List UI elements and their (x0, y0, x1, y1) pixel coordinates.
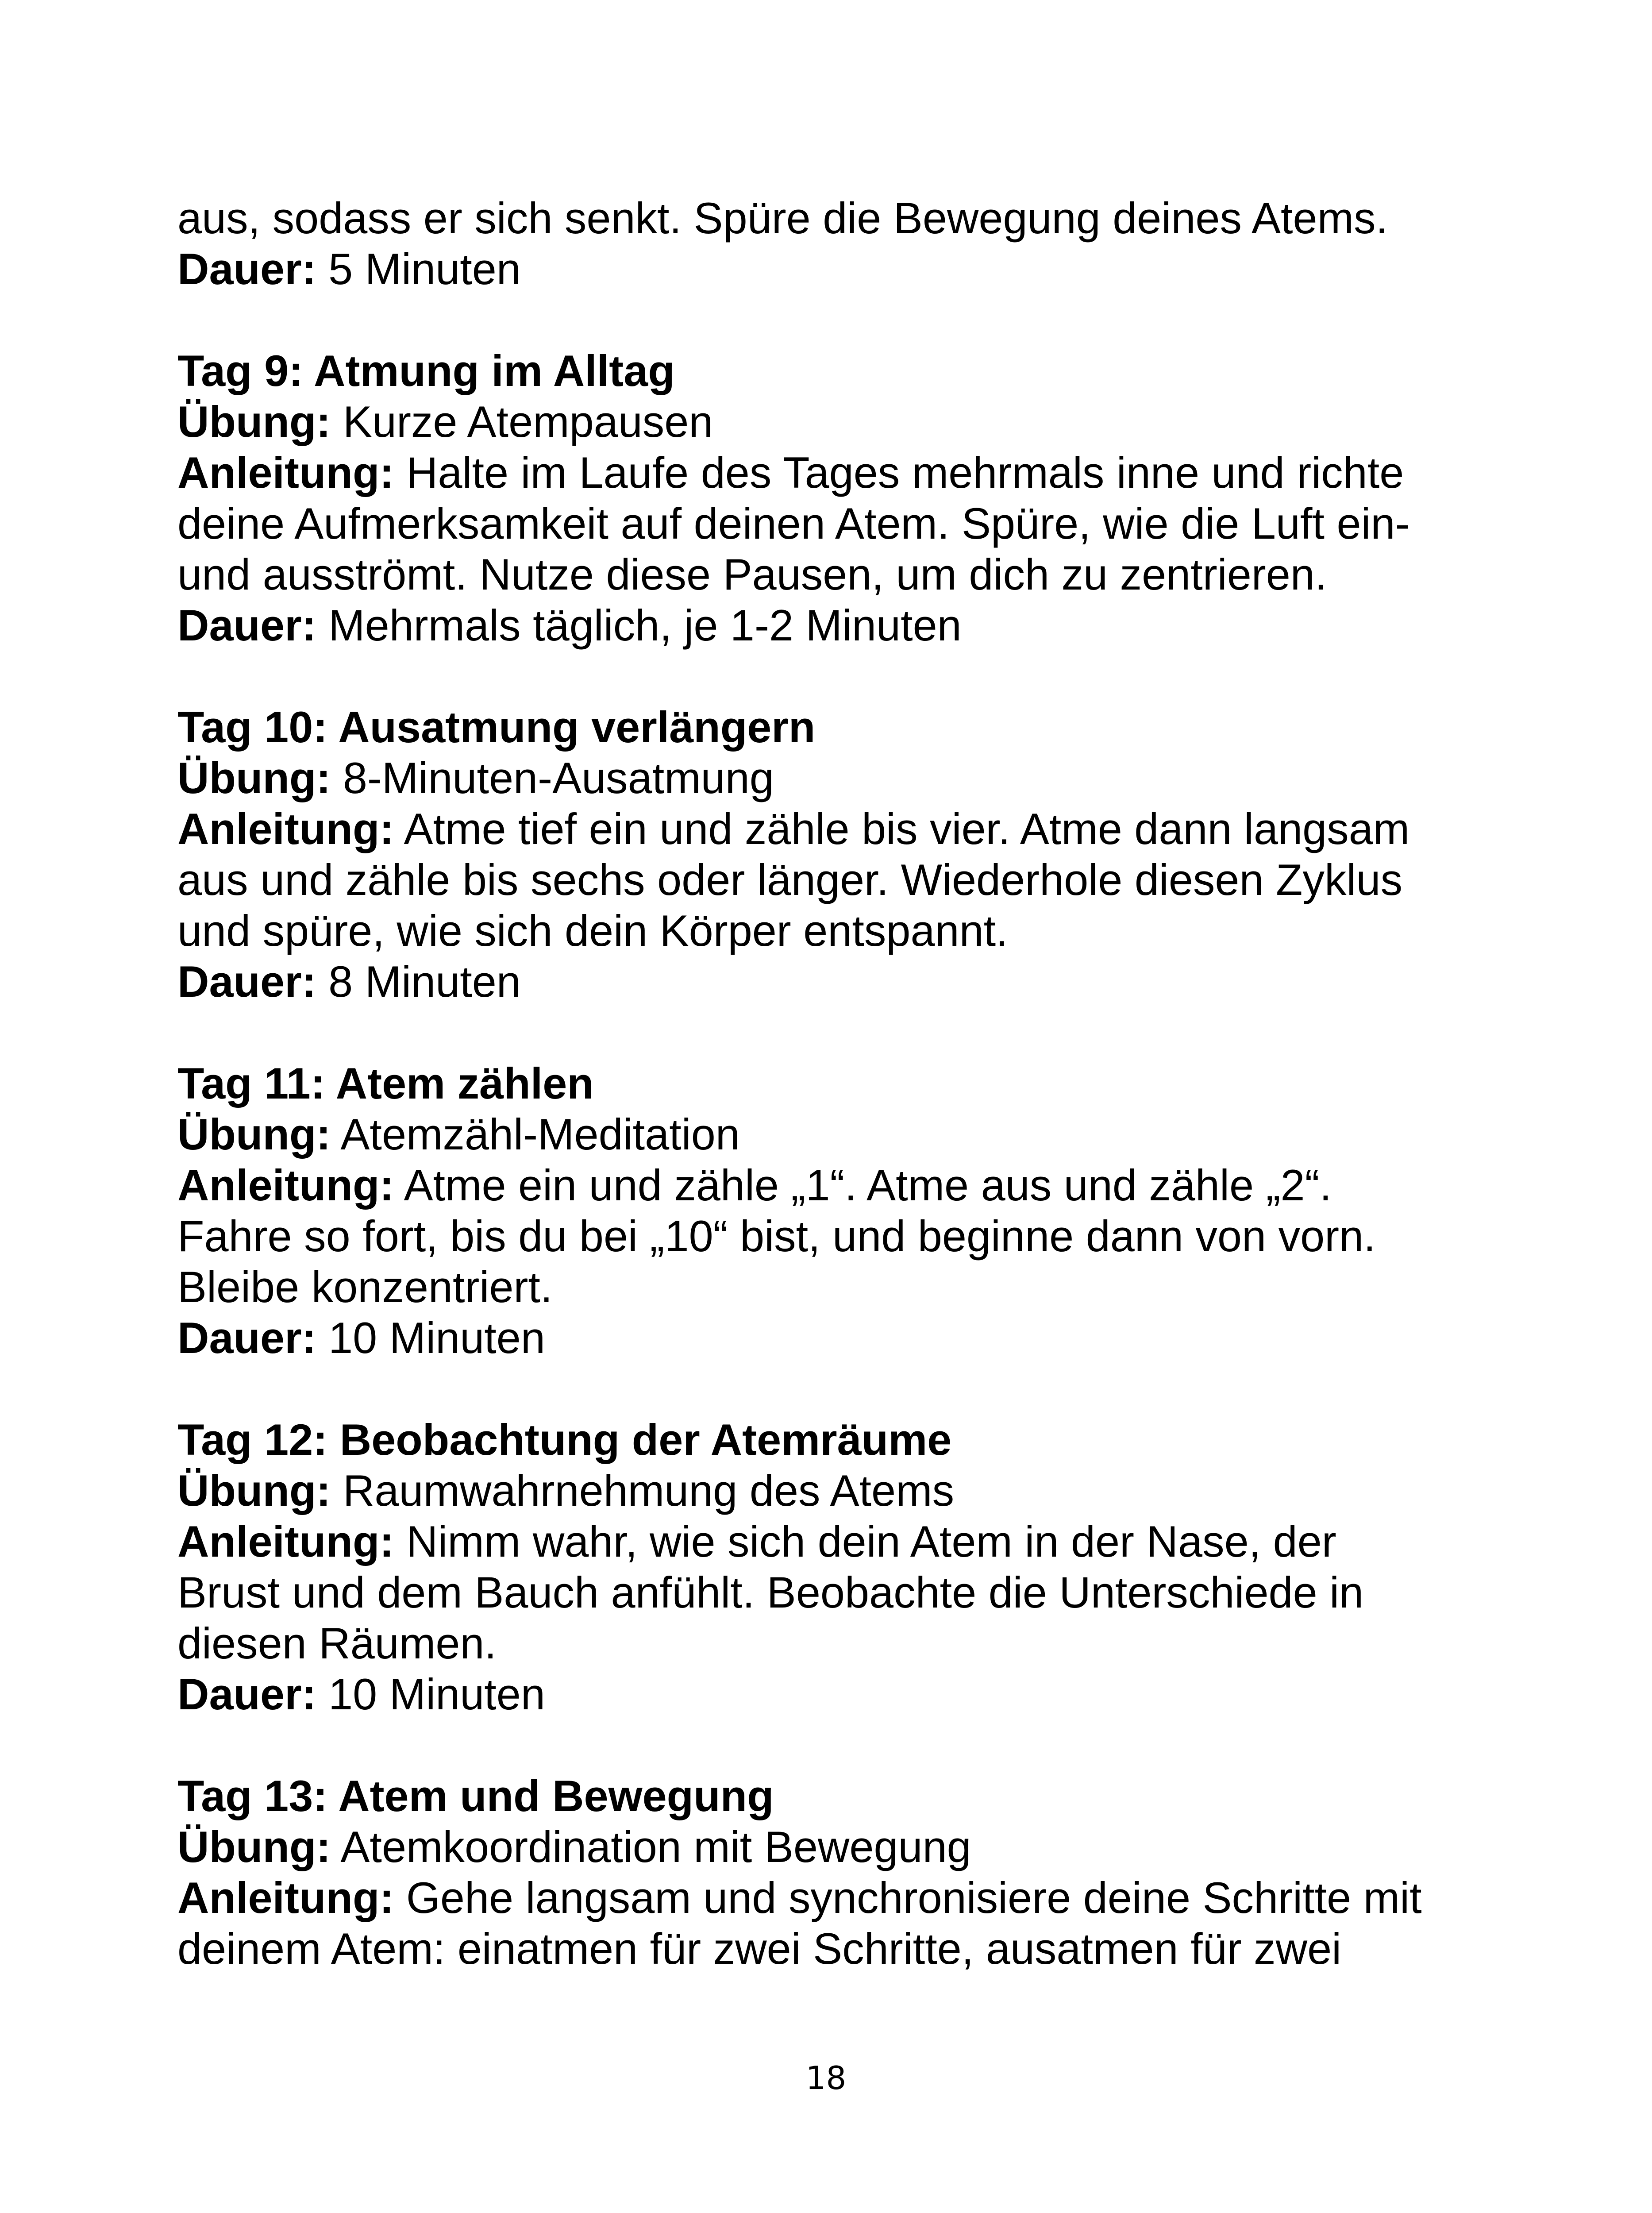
duration-value: 10 Minuten (316, 1313, 545, 1362)
exercise-value: Atemzähl-Meditation (331, 1110, 740, 1159)
duration-value: 5 Minuten (316, 244, 521, 293)
day-title: Tag 13: Atem und Bewegung (177, 1771, 774, 1820)
spacer (177, 294, 1483, 345)
duration-label: Dauer: (177, 601, 316, 650)
instruction-label: Anleitung: (177, 448, 394, 497)
exercise-line (177, 752, 1483, 803)
instruction-text: Atme tief ein und zähle bis vier. Atme dann langsam (394, 804, 1410, 853)
duration-line (177, 1312, 1483, 1363)
duration-label: Dauer: (177, 244, 316, 293)
instruction-line: deine Aufmerksamkeit auf deinen Atem. Spüre, wie die Luft ein- (177, 499, 1410, 548)
duration-label: Dauer: (177, 1669, 316, 1719)
instruction-line: Brust und dem Bauch anfühlt. Beobachte die Unterschiede in (177, 1568, 1364, 1617)
instruction-line: diesen Räumen. (177, 1619, 497, 1668)
instruction-line (177, 1160, 1483, 1211)
duration-value: 10 Minuten (316, 1669, 545, 1719)
exercise-label: Übung: (177, 397, 331, 446)
spacer (177, 1720, 1483, 1770)
duration-line (177, 956, 1483, 1007)
page-body (177, 193, 1483, 1974)
exercise-label: Übung: (177, 753, 331, 802)
duration-label: Dauer: (177, 1313, 316, 1362)
instruction-label: Anleitung: (177, 1517, 394, 1566)
spacer (177, 1363, 1483, 1414)
exercise-value: 8-Minuten-Ausatmung (331, 753, 774, 802)
day-title: Tag 12: Beobachtung der Atemräume (177, 1415, 952, 1464)
instruction-line (177, 447, 1483, 498)
duration-line (177, 600, 1483, 651)
exercise-value: Raumwahrnehmung des Atems (331, 1466, 955, 1515)
intro-duration (177, 243, 1483, 294)
exercise-line (177, 1109, 1483, 1160)
instruction-line: deinem Atem: einatmen für zwei Schritte, ausatmen für zwei (177, 1924, 1342, 1973)
exercise-value: Kurze Atempausen (331, 397, 713, 446)
instruction-label: Anleitung: (177, 1160, 394, 1210)
instruction-line (177, 1872, 1483, 1923)
instruction-label: Anleitung: (177, 804, 394, 853)
exercise-label: Übung: (177, 1110, 331, 1159)
duration-line (177, 1669, 1483, 1720)
spacer (177, 651, 1483, 702)
duration-value: 8 Minuten (316, 957, 521, 1006)
duration-value: Mehrmals täglich, je 1-2 Minuten (316, 601, 962, 650)
page-number: 18 (805, 2059, 847, 2097)
instruction-line (177, 803, 1483, 854)
instruction-line: und spüre, wie sich dein Körper entspannt. (177, 906, 1008, 955)
instruction-label: Anleitung: (177, 1873, 394, 1922)
intro-line: aus, sodass er sich senkt. Spüre die Bewegung deines Atems. (177, 193, 1388, 243)
instruction-line: und ausströmt. Nutze diese Pausen, um dich zu zentrieren. (177, 550, 1327, 599)
instruction-line: aus und zähle bis sechs oder länger. Wiederhole diesen Zyklus (177, 855, 1403, 904)
day-title: Tag 9: Atmung im Alltag (177, 346, 675, 395)
exercise-label: Übung: (177, 1822, 331, 1871)
day-title: Tag 11: Atem zählen (177, 1059, 594, 1108)
instruction-line: Bleibe konzentriert. (177, 1262, 553, 1311)
exercise-value: Atemkoordination mit Bewegung (331, 1822, 971, 1871)
day-title: Tag 10: Ausatmung verlängern (177, 702, 816, 752)
spacer (177, 1007, 1483, 1058)
exercise-line (177, 1465, 1483, 1516)
instruction-text: Atme ein und zähle „1“. Atme aus und zähle „2“. (394, 1160, 1332, 1210)
exercise-line (177, 1821, 1483, 1872)
exercise-line (177, 396, 1483, 447)
instruction-line: Fahre so fort, bis du bei „10“ bist, und beginne dann von vorn. (177, 1211, 1376, 1261)
exercise-label: Übung: (177, 1466, 331, 1515)
instruction-text: Gehe langsam und synchronisiere deine Schritte mit (394, 1873, 1422, 1922)
instruction-line (177, 1516, 1483, 1567)
instruction-text: Nimm wahr, wie sich dein Atem in der Nase, der (394, 1517, 1336, 1566)
instruction-text: Halte im Laufe des Tages mehrmals inne und richte (394, 448, 1404, 497)
duration-label: Dauer: (177, 957, 316, 1006)
